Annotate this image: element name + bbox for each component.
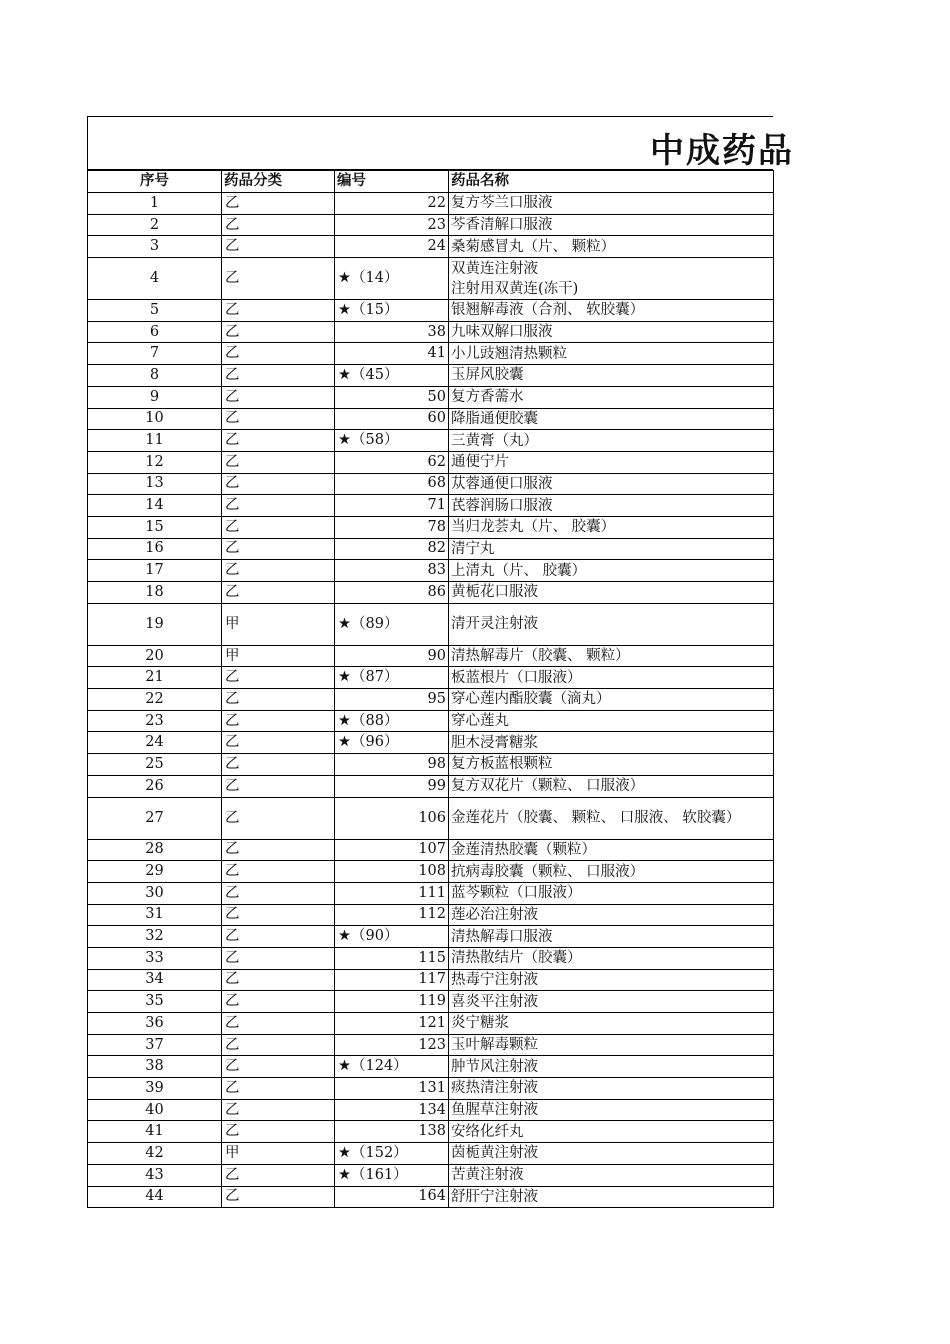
- cell-category: 甲: [222, 603, 335, 645]
- cell-name: 当归龙荟丸（片、 胶囊）: [449, 516, 774, 538]
- cell-seq: 26: [88, 775, 222, 797]
- cell-category: 乙: [222, 904, 335, 926]
- cell-seq: 37: [88, 1034, 222, 1056]
- table-row: [88, 603, 774, 645]
- cell-seq: 29: [88, 861, 222, 883]
- cell-category: 乙: [222, 386, 335, 408]
- cell-category: 乙: [222, 1186, 335, 1208]
- cell-name: 银翘解毒液（合剂、 软胶囊）: [449, 300, 774, 322]
- cell-name: 炎宁糖浆: [449, 1013, 774, 1035]
- cell-category: 乙: [222, 1164, 335, 1186]
- cell-seq: 11: [88, 430, 222, 452]
- cell-name: 舒肝宁注射液: [449, 1186, 774, 1208]
- cell-name: 痰热清注射液: [449, 1078, 774, 1100]
- cell-code: ★（58）: [335, 430, 449, 452]
- cell-seq: 42: [88, 1143, 222, 1165]
- table-row: [88, 193, 774, 215]
- cell-category: 乙: [222, 343, 335, 365]
- cell-code: ★（96）: [335, 732, 449, 754]
- table-row: [88, 1078, 774, 1100]
- cell-name: 穿心莲丸: [449, 710, 774, 732]
- cell-code: ★（87）: [335, 667, 449, 689]
- table-row: [88, 904, 774, 926]
- table-row: [88, 1013, 774, 1035]
- cell-seq: 21: [88, 667, 222, 689]
- title-row: [87, 116, 794, 171]
- table-row: [88, 343, 774, 365]
- cell-category: 乙: [222, 321, 335, 343]
- cell-category: 乙: [222, 1013, 335, 1035]
- cell-seq: 17: [88, 560, 222, 582]
- table-row: [88, 775, 774, 797]
- cell-seq: 19: [88, 603, 222, 645]
- cell-name: 热毒宁注射液: [449, 969, 774, 991]
- cell-category: 乙: [222, 300, 335, 322]
- cell-code: 71: [335, 495, 449, 517]
- cell-category: 乙: [222, 926, 335, 948]
- cell-name: 板蓝根片（口服液）: [449, 667, 774, 689]
- cell-category: 乙: [222, 839, 335, 861]
- cell-code: 123: [335, 1034, 449, 1056]
- drug-table: [87, 170, 774, 1208]
- cell-code: 111: [335, 882, 449, 904]
- table-row: [88, 408, 774, 430]
- cell-code: 23: [335, 214, 449, 236]
- cell-code: 106: [335, 797, 449, 839]
- table-row: [88, 560, 774, 582]
- cell-code: 138: [335, 1121, 449, 1143]
- table-row: [88, 451, 774, 473]
- cell-category: 乙: [222, 560, 335, 582]
- cell-seq: 9: [88, 386, 222, 408]
- cell-seq: 38: [88, 1056, 222, 1078]
- cell-category: 乙: [222, 969, 335, 991]
- cell-seq: 24: [88, 732, 222, 754]
- cell-name: 喜炎平注射液: [449, 991, 774, 1013]
- cell-category: 乙: [222, 710, 335, 732]
- cell-category: 乙: [222, 1099, 335, 1121]
- cell-category: 乙: [222, 430, 335, 452]
- header-seq: 序号: [88, 171, 222, 193]
- cell-category: 乙: [222, 667, 335, 689]
- table-row: [88, 667, 774, 689]
- table-row: [88, 991, 774, 1013]
- cell-seq: 44: [88, 1186, 222, 1208]
- cell-seq: 41: [88, 1121, 222, 1143]
- cell-code: 119: [335, 991, 449, 1013]
- cell-name: 清热解毒片（胶囊、 颗粒）: [449, 645, 774, 667]
- cell-category: 甲: [222, 645, 335, 667]
- table-row: [88, 1186, 774, 1208]
- cell-code: 90: [335, 645, 449, 667]
- cell-code: 86: [335, 582, 449, 604]
- cell-seq: 31: [88, 904, 222, 926]
- cell-seq: 10: [88, 408, 222, 430]
- table-row: [88, 365, 774, 387]
- cell-seq: 4: [88, 258, 222, 300]
- table-row: [88, 969, 774, 991]
- cell-seq: 12: [88, 451, 222, 473]
- table-row: [88, 1143, 774, 1165]
- cell-category: 乙: [222, 582, 335, 604]
- table-row: [88, 1121, 774, 1143]
- cell-code: 99: [335, 775, 449, 797]
- cell-seq: 35: [88, 991, 222, 1013]
- cell-name: 芪蓉润肠口服液: [449, 495, 774, 517]
- cell-name: 复方双花片（颗粒、 口服液）: [449, 775, 774, 797]
- cell-name: 金莲花片（胶囊、 颗粒、 口服液、 软胶囊）: [449, 797, 774, 839]
- cell-seq: 15: [88, 516, 222, 538]
- cell-seq: 28: [88, 839, 222, 861]
- cell-seq: 30: [88, 882, 222, 904]
- cell-category: 甲: [222, 1143, 335, 1165]
- table-row: [88, 926, 774, 948]
- cell-code: 117: [335, 969, 449, 991]
- cell-name: 玉叶解毒颗粒: [449, 1034, 774, 1056]
- cell-name: 小儿豉翘清热颗粒: [449, 343, 774, 365]
- table-row: [88, 839, 774, 861]
- cell-code: 112: [335, 904, 449, 926]
- cell-category: 乙: [222, 861, 335, 883]
- cell-name: 上清丸（片、 胶囊）: [449, 560, 774, 582]
- cell-code: 24: [335, 236, 449, 258]
- cell-category: 乙: [222, 947, 335, 969]
- sheet-title: 中成药品: [650, 131, 794, 171]
- cell-category: 乙: [222, 538, 335, 560]
- table-row: [88, 321, 774, 343]
- cell-name: 莲必治注射液: [449, 904, 774, 926]
- cell-seq: 14: [88, 495, 222, 517]
- cell-code: 38: [335, 321, 449, 343]
- cell-name: 三黄膏（丸）: [449, 430, 774, 452]
- table-row: [88, 732, 774, 754]
- cell-code: 78: [335, 516, 449, 538]
- cell-code: ★（152）: [335, 1143, 449, 1165]
- cell-seq: 13: [88, 473, 222, 495]
- cell-name: 九味双解口服液: [449, 321, 774, 343]
- header-row: [88, 171, 774, 193]
- cell-name: 清开灵注射液: [449, 603, 774, 645]
- cell-category: 乙: [222, 991, 335, 1013]
- table-row: [88, 1056, 774, 1078]
- cell-category: 乙: [222, 1056, 335, 1078]
- table-row: [88, 300, 774, 322]
- table-row: [88, 1164, 774, 1186]
- cell-category: 乙: [222, 689, 335, 711]
- table-row: [88, 710, 774, 732]
- cell-code: ★（161）: [335, 1164, 449, 1186]
- cell-code: ★（14）: [335, 258, 449, 300]
- cell-seq: 6: [88, 321, 222, 343]
- cell-name: 桑菊感冒丸（片、 颗粒）: [449, 236, 774, 258]
- cell-seq: 18: [88, 582, 222, 604]
- cell-category: 乙: [222, 732, 335, 754]
- cell-seq: 34: [88, 969, 222, 991]
- cell-name: 复方板蓝根颗粒: [449, 754, 774, 776]
- cell-code: 83: [335, 560, 449, 582]
- table-row: [88, 861, 774, 883]
- table-row: [88, 689, 774, 711]
- table-row: [88, 645, 774, 667]
- cell-code: ★（89）: [335, 603, 449, 645]
- cell-code: 41: [335, 343, 449, 365]
- cell-code: 82: [335, 538, 449, 560]
- table-row: [88, 1099, 774, 1121]
- cell-code: 121: [335, 1013, 449, 1035]
- cell-seq: 2: [88, 214, 222, 236]
- cell-code: 62: [335, 451, 449, 473]
- cell-seq: 5: [88, 300, 222, 322]
- cell-name: 穿心莲内酯胶囊（滴丸）: [449, 689, 774, 711]
- table-row: [88, 882, 774, 904]
- table-row: [88, 386, 774, 408]
- cell-name: 苦黄注射液: [449, 1164, 774, 1186]
- cell-category: 乙: [222, 775, 335, 797]
- cell-seq: 33: [88, 947, 222, 969]
- table-row: [88, 495, 774, 517]
- cell-seq: 39: [88, 1078, 222, 1100]
- cell-category: 乙: [222, 882, 335, 904]
- cell-seq: 27: [88, 797, 222, 839]
- table-row: [88, 473, 774, 495]
- cell-name: 黄栀花口服液: [449, 582, 774, 604]
- cell-seq: 22: [88, 689, 222, 711]
- cell-name: 苁蓉通便口服液: [449, 473, 774, 495]
- cell-code: ★（124）: [335, 1056, 449, 1078]
- table-row: [88, 538, 774, 560]
- cell-category: 乙: [222, 1034, 335, 1056]
- table-row: [88, 947, 774, 969]
- cell-code: 98: [335, 754, 449, 776]
- cell-category: 乙: [222, 1078, 335, 1100]
- table-row: [88, 430, 774, 452]
- cell-category: 乙: [222, 365, 335, 387]
- cell-name: 复方香薷水: [449, 386, 774, 408]
- cell-seq: 40: [88, 1099, 222, 1121]
- cell-category: 乙: [222, 236, 335, 258]
- cell-name: 蓝芩颗粒（口服液）: [449, 882, 774, 904]
- cell-code: 68: [335, 473, 449, 495]
- cell-category: 乙: [222, 408, 335, 430]
- table-row: [88, 214, 774, 236]
- cell-seq: 16: [88, 538, 222, 560]
- cell-code: 60: [335, 408, 449, 430]
- table-row: [88, 516, 774, 538]
- cell-name: 鱼腥草注射液: [449, 1099, 774, 1121]
- cell-name: 胆木浸膏糖浆: [449, 732, 774, 754]
- cell-seq: 32: [88, 926, 222, 948]
- cell-seq: 20: [88, 645, 222, 667]
- header-category: 药品分类: [222, 171, 335, 193]
- cell-name: 抗病毒胶囊（颗粒、 口服液）: [449, 861, 774, 883]
- cell-code: ★（15）: [335, 300, 449, 322]
- cell-name: 通便宁片: [449, 451, 774, 473]
- header-code: 编号: [335, 171, 449, 193]
- cell-code: 108: [335, 861, 449, 883]
- header-name: 药品名称: [449, 171, 774, 193]
- table-row: [88, 1034, 774, 1056]
- cell-name: 降脂通便胶囊: [449, 408, 774, 430]
- cell-category: 乙: [222, 473, 335, 495]
- cell-category: 乙: [222, 1121, 335, 1143]
- table-row: [88, 582, 774, 604]
- cell-category: 乙: [222, 258, 335, 300]
- cell-code: ★（45）: [335, 365, 449, 387]
- cell-code: ★（90）: [335, 926, 449, 948]
- cell-code: 115: [335, 947, 449, 969]
- cell-category: 乙: [222, 451, 335, 473]
- cell-code: 164: [335, 1186, 449, 1208]
- cell-seq: 3: [88, 236, 222, 258]
- cell-name: 复方芩兰口服液: [449, 193, 774, 215]
- cell-name: 肿节风注射液: [449, 1056, 774, 1078]
- cell-code: 50: [335, 386, 449, 408]
- table-row: [88, 258, 774, 300]
- table-row: [88, 236, 774, 258]
- cell-name: 茵栀黄注射液: [449, 1143, 774, 1165]
- cell-seq: 36: [88, 1013, 222, 1035]
- cell-name: 安络化纤丸: [449, 1121, 774, 1143]
- cell-category: 乙: [222, 797, 335, 839]
- table-row: [88, 754, 774, 776]
- cell-code: 22: [335, 193, 449, 215]
- cell-code: 131: [335, 1078, 449, 1100]
- cell-code: 95: [335, 689, 449, 711]
- cell-seq: 43: [88, 1164, 222, 1186]
- cell-category: 乙: [222, 495, 335, 517]
- cell-seq: 25: [88, 754, 222, 776]
- cell-name: 金莲清热胶囊（颗粒）: [449, 839, 774, 861]
- cell-category: 乙: [222, 193, 335, 215]
- cell-seq: 7: [88, 343, 222, 365]
- cell-category: 乙: [222, 516, 335, 538]
- cell-name: 芩香清解口服液: [449, 214, 774, 236]
- cell-name: 玉屏风胶囊: [449, 365, 774, 387]
- cell-category: 乙: [222, 754, 335, 776]
- cell-name: 双黄连注射液 注射用双黄连(冻干): [449, 258, 774, 300]
- cell-code: 107: [335, 839, 449, 861]
- cell-name: 清宁丸: [449, 538, 774, 560]
- cell-seq: 1: [88, 193, 222, 215]
- spreadsheet: [87, 116, 794, 1208]
- cell-name: 清热散结片（胶囊）: [449, 947, 774, 969]
- table-row: [88, 797, 774, 839]
- cell-code: ★（88）: [335, 710, 449, 732]
- cell-code: 134: [335, 1099, 449, 1121]
- cell-name: 清热解毒口服液: [449, 926, 774, 948]
- cell-category: 乙: [222, 214, 335, 236]
- cell-seq: 8: [88, 365, 222, 387]
- cell-seq: 23: [88, 710, 222, 732]
